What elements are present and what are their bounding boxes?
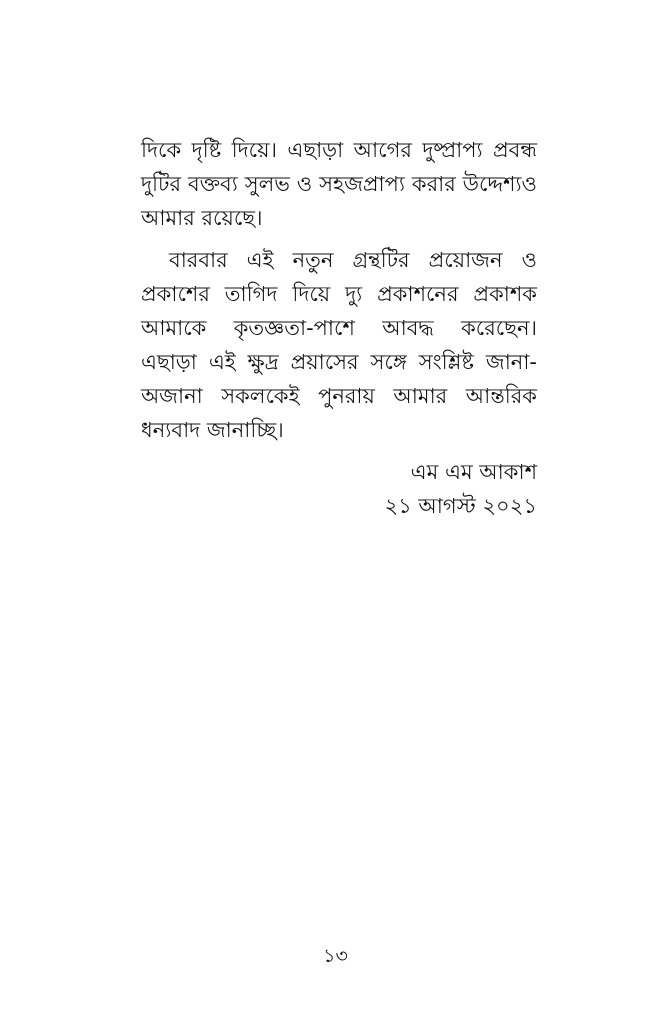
paragraph-2: বারবার এই নতুন গ্রন্থটির প্রয়োজন ও প্রকাশের তাগিদ দিয়ে দ্যু প্রকাশনের প্রকাশক আমাকে কৃতজ্ঞতা-পাশে আবদ্ধ করেছেন। এছাড়া এই ক্ষুদ্র প্রয়াসের সঙ্গে সংশ্লিষ্ট জানা-অজানা সকলকেই পুনরায় আমার আন্তরিক ধন্যবাদ জানাচ্ছি। bbox=[141, 248, 537, 442]
page-number: ১৩ bbox=[323, 945, 348, 967]
signature-date: ২১ আগস্ট ২০২১ bbox=[384, 494, 537, 518]
paragraph-1: দিকে দৃষ্টি দিয়ে। এছাড়া আগের দুষ্প্রাপ্য প্রবন্ধ দুটির বক্তব্য সুলভ ও সহজপ্রাপ্য করার উদ্দেশ্যও আমার রয়েছে। bbox=[141, 138, 537, 230]
page-body bbox=[141, 133, 537, 523]
signature-block bbox=[141, 455, 537, 523]
author-name: এম এম আকাশ bbox=[410, 460, 537, 484]
